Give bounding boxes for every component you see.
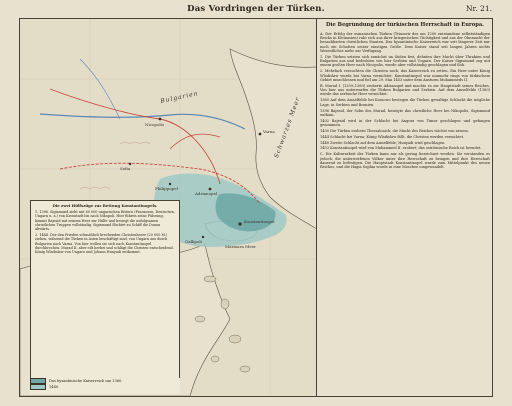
city-marker	[129, 163, 131, 165]
plate-number: Nr. 21.	[465, 4, 492, 13]
city-label: Adrianopel	[195, 191, 218, 196]
text-paragraph: 2. Mehrfach versuchten die Christen noch, das Kaiserreich zu retten. Ein Heer unter König Wladislaw wurde bei Varna vernichtet. Konstantinopel war nunmehr rings von türkischem Gebiet umschlossen und fiel am 29. Mai 1453 unter dem Ansturm Muhammeds II.	[320, 69, 490, 82]
text-paragraph: A. Der Erfolg der osmanischen Türken (Triumvir des um 1200 entstandene selbstständigen Reichs in Kleinasien) ruht sich aus ihrer kriegerischen Tüchtigkeit und aus der Ohnmacht der benachbarten christlichen Staaten. Das byzantinische Kaiserreich war seit längerer Zeit nur noch ein Schatten seiner einstigen Größe. Dem Kaiser stand seit langen Jahren nichts Wesentliches mehr zur Verfügung.	[320, 31, 490, 53]
text-paragraph: 1360 Auf dem Amselfelde bei Kossowo bestegen die Türken gewaltige Schlacht die mögliche Lage, in Serbien und Bosnien.	[320, 98, 490, 107]
legend-label: 1440.	[49, 385, 60, 389]
inset-title: Die zwei Hülfszüge zur Rettung Konstantinopels.	[52, 203, 158, 208]
city-label: Sofia	[120, 166, 131, 171]
region-label-bulgarien: Bulgarien	[159, 90, 200, 105]
city-marker	[238, 222, 241, 225]
page-title: Das Vordringen der Türken.	[187, 4, 325, 14]
map-legend	[30, 378, 180, 394]
city-label: Gallipoli	[185, 239, 202, 244]
text-column-title: Die Begründung der türkischen Herrschaft in Europa.	[325, 22, 484, 28]
text-paragraph: 1448 Zweite Schlacht auf dem Amselfelde; Hunyadi wird geschlagen.	[320, 140, 446, 145]
text-paragraph: 1396 Bajesid, der Sohn des Murad, besiegte das christliche Heer bei Nikopolis, Sigismund entkam.	[320, 108, 490, 117]
legend-swatch	[30, 384, 46, 390]
city-label: Konstantinopel	[244, 219, 275, 224]
city-label: Nicopolis	[145, 122, 165, 127]
city-marker	[159, 118, 162, 121]
text-paragraph: C. Die Kulturarbeit der Türken kann nur als gering bezeichnet werden. Sie verstanden es jedoch, die unterworfenen Völker unter ihre Herrschaft zu bringen und ihre Herrschaft dauernd zu befestigen. Die Hauptstadt Konstantinopel wurde zum Mittelpunkt des neuen Reiches, und die Hagia Sophia wurde in eine Moschee umgewandelt.	[320, 152, 490, 170]
text-paragraph: 1453 Konstantinopel wird von Muhammed II. erobert; das oströmische Reich ist beendet.	[320, 146, 482, 151]
text-paragraph: 1430 Die Türken erobern Thessalonich; die Macht des Reiches wächst von neuem.	[320, 128, 469, 133]
city-marker	[259, 133, 262, 136]
inset-paragraph: 1. 1396. Sigismund zieht mit 60 000 ungarischen Rittern (Franzosen, Deutschen, Ungarn u. a.) von Kronstadt bis nach Nikopoli. Hier führen seine Führung, kommt Bajesid mit seinem Heer zur Hülfe und besiegt die unfolgsamen christlichen Truppen vollständig. Sigismund flüchtet zu Schiff die Donau abwärts.	[35, 210, 175, 232]
text-paragraph: B. Murad I. (1359–1389) eroberte Adrianopel und machte es zur Hauptstadt seines Reiches. Von hier aus unterwarfen die Türken Bulgarien und Serbien. Auf dem Amselfelde (1389) wurde das serbische Heer vernichtet.	[320, 83, 490, 97]
text-paragraph: 1. Die Türken setzten sich zunächst im Süden fest, dehnten ihre Macht über Thrakien und Bulgarien aus und bedrohten von hier Serbien und Ungarn. Der Kaiser Sigismund zog mit einem großen Heer nach Nicopolis, wurde aber vollständig geschlagen und floh.	[320, 54, 490, 68]
city-marker	[209, 188, 212, 191]
region-label-marmara: Marmara Meer	[225, 244, 256, 249]
legend-label: Das byzantinische Kaiserreich um 1360.	[49, 379, 123, 383]
city-label: Philippopel	[155, 186, 178, 191]
legend-item	[30, 384, 180, 390]
text-paragraph: 1402 Bajesid wird in der Schlacht bei Angora von Timur geschlagen und gefangen genommen.	[320, 118, 490, 128]
city-marker	[169, 183, 171, 185]
inset-paragraph: 2. 1444. Der den Frieden schmählich brechenden Christenheere (20 000 M.) ziehen, während die Türken in Asien beschäftigt sind, von Ungarn aus durch Bulgarien nach Varna. Von hier wollen sie sich nach Konstantinopel durchbrechen. Murad II. aber eilt herbei und schlägt die Christen entscheidend. König Wladislaw von Ungarn und Johann Hunyadi entkommt.	[35, 233, 174, 255]
text-column	[320, 22, 490, 394]
region-label-black-sea: Schwarzes Meer	[273, 95, 302, 160]
inset-text	[35, 210, 175, 254]
inset-box	[30, 200, 180, 390]
city-label: Varna	[263, 129, 275, 134]
text-paragraph: 1444 Schlacht bei Varna; König Wladislaw fällt, die Christen werden vernichtet.	[320, 134, 465, 139]
city-marker	[202, 236, 204, 238]
